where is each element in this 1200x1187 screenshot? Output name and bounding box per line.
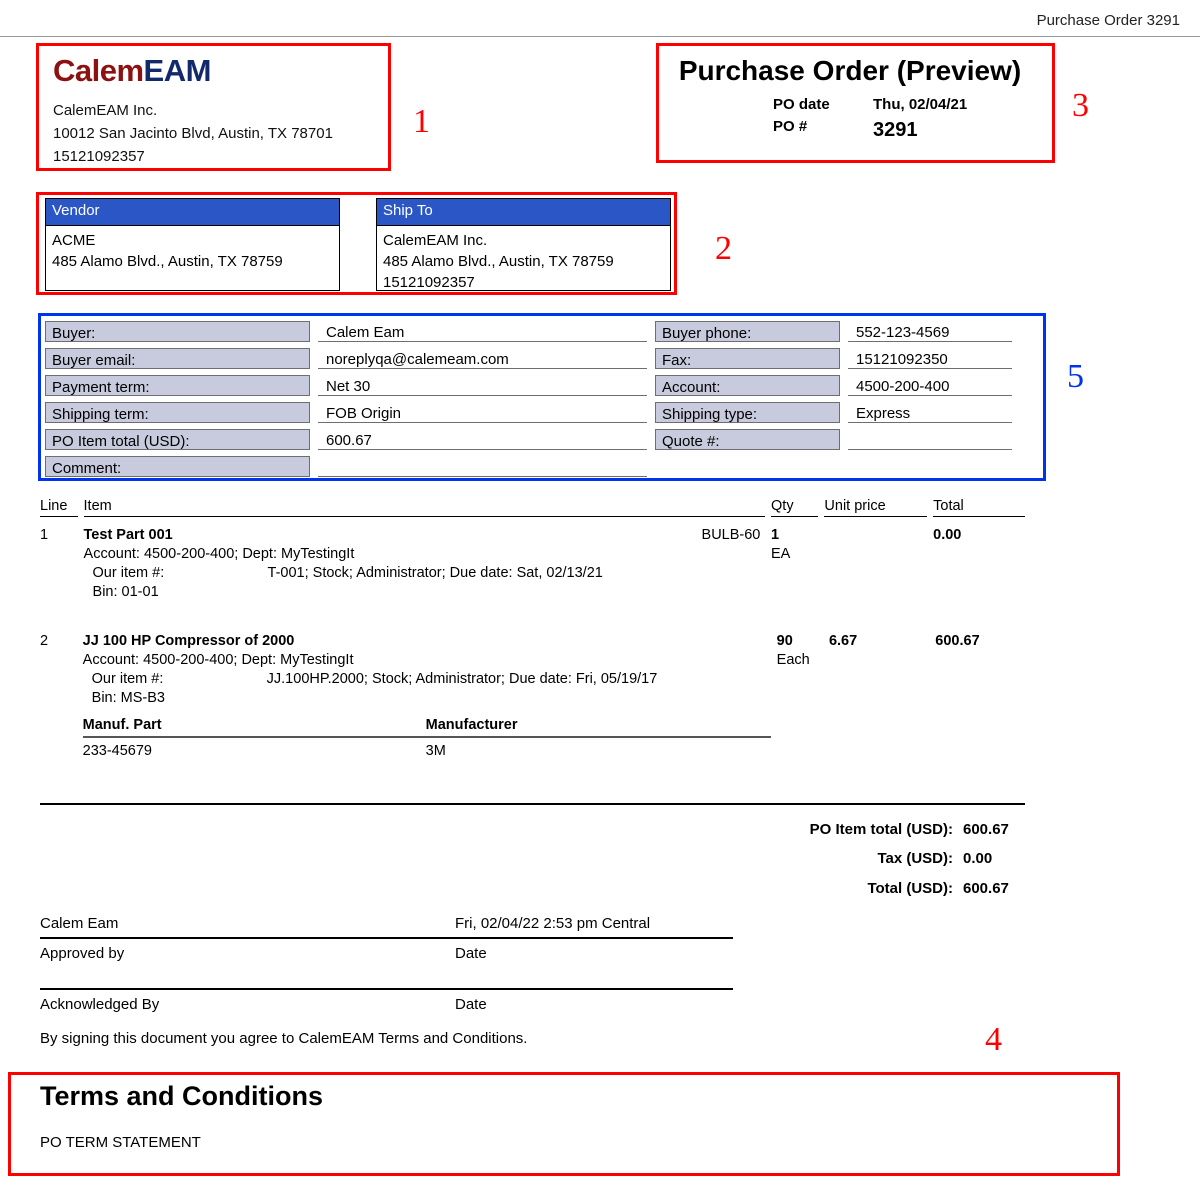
annotation-number-1: 1 <box>413 103 430 140</box>
approved-by-label: Approved by <box>40 945 125 962</box>
totals-label-po-item-total: PO Item total (USD): <box>809 821 953 838</box>
field-value-account[interactable]: 4500-200-400 <box>848 375 1012 396</box>
line-items-table <box>40 498 1025 759</box>
po-date-value: Thu, 02/04/21 <box>873 96 968 114</box>
line-items-header-row <box>40 498 1025 517</box>
field-label-buyer: Buyer: <box>45 321 310 342</box>
terms-and-conditions-block <box>40 1080 1100 1151</box>
field-value-po-item-total[interactable]: 600.67 <box>318 429 647 450</box>
approval-signature-labels <box>40 943 733 964</box>
approved-date: Fri, 02/04/22 2:53 pm Central <box>455 915 651 932</box>
field-label-fax: Fax: <box>655 348 840 369</box>
field-value-shipping-term[interactable]: FOB Origin <box>318 402 647 423</box>
table-row <box>40 633 1025 759</box>
approved-date-label: Date <box>455 945 487 962</box>
manufacturer-subtable <box>83 717 771 759</box>
totals-divider <box>40 803 1025 805</box>
column-header-manuf-part: Manuf. Part <box>82 717 162 733</box>
vendor-box <box>45 198 340 291</box>
row-1-total: 0.00 <box>933 527 962 543</box>
column-header-total: Total <box>933 498 1025 517</box>
field-value-buyer[interactable]: Calem Eam <box>318 321 647 342</box>
page-running-header <box>0 0 1200 37</box>
po-date-label: PO date <box>773 96 830 114</box>
totals-row-total <box>620 874 1025 903</box>
annotation-number-3: 3 <box>1072 87 1089 124</box>
field-label-buyer-phone: Buyer phone: <box>655 321 840 342</box>
column-header-line: Line <box>40 498 78 517</box>
row-2-qty-cell <box>777 633 823 759</box>
purchase-order-header-block <box>665 55 1035 144</box>
field-label-payment-term: Payment term: <box>45 375 310 396</box>
totals-label-tax: Tax (USD): <box>877 850 953 868</box>
field-label-comment: Comment: <box>45 456 310 477</box>
vendor-line-1: ACME <box>52 231 96 249</box>
totals-value-tax: 0.00 <box>963 850 993 868</box>
row-2-our-item <box>83 671 771 687</box>
column-header-unit-price: Unit price <box>824 498 927 517</box>
row-1-our-item <box>84 565 765 581</box>
annotation-number-2: 2 <box>715 230 732 267</box>
row-1-qty-cell <box>771 527 818 600</box>
vendor-line-2: 485 Alamo Blvd., Austin, TX 78759 <box>52 253 283 271</box>
row-2-item-details <box>83 633 771 759</box>
row-2-our-item-label: Our item #: <box>91 671 164 687</box>
row-2-bin: Bin: MS-B3 <box>91 690 165 706</box>
field-value-comment[interactable] <box>318 456 647 477</box>
company-phone: 15121092357 <box>53 148 145 166</box>
totals-value-po-item-total: 600.67 <box>963 821 1009 838</box>
purchase-order-meta <box>665 95 1035 144</box>
approval-signature-line <box>40 937 733 939</box>
manuf-part-value: 233-45679 <box>82 743 152 759</box>
ship-to-line-3: 15121092357 <box>383 274 475 292</box>
manufacturer-subtable-row <box>83 738 771 759</box>
field-label-po-item-total: PO Item total (USD): <box>45 429 310 450</box>
field-value-fax[interactable]: 15121092350 <box>848 348 1012 369</box>
row-1-our-item-value: T-001; Stock; Administrator; Due date: Sat, 02/13/21 <box>267 565 603 581</box>
field-label-account: Account: <box>655 375 840 396</box>
totals-block <box>620 815 1025 903</box>
row-1-qty: 1 <box>771 527 780 543</box>
approved-name: Calem Eam <box>40 915 119 932</box>
terms-body: PO TERM STATEMENT <box>40 1134 201 1152</box>
field-value-payment-term[interactable]: Net 30 <box>318 375 647 396</box>
annotation-number-4: 4 <box>985 1021 1002 1058</box>
field-label-buyer-email: Buyer email: <box>45 348 310 369</box>
row-2-unit-price: 6.67 <box>828 633 858 649</box>
acknowledge-signature-labels <box>40 994 733 1015</box>
row-1-item-details <box>84 527 765 600</box>
calemeam-logo <box>53 55 383 88</box>
field-label-shipping-type: Shipping type: <box>655 402 840 423</box>
ship-to-line-1: CalemEAM Inc. <box>383 231 488 249</box>
row-1-account-dept: Account: 4500-200-400; Dept: MyTestingIt <box>83 546 355 562</box>
po-date-row <box>773 95 1035 115</box>
row-2-qty: 90 <box>776 633 793 649</box>
ship-to-body <box>377 226 670 300</box>
row-1-bin: Bin: 01-01 <box>92 584 159 600</box>
row-2-uom: Each <box>776 652 810 668</box>
logo-text-calem: Calem <box>53 53 144 88</box>
totals-label-total: Total (USD): <box>867 879 953 897</box>
acknowledged-by-label: Acknowledged By <box>40 996 160 1013</box>
acknowledge-signature-block <box>40 985 733 1047</box>
field-value-buyer-phone[interactable]: 552-123-4569 <box>848 321 1012 342</box>
purchase-order-title: Purchase Order (Preview) <box>678 55 1022 86</box>
signature-agreement-note: By signing this document you agree to CalemEAM Terms and Conditions. <box>40 1030 528 1047</box>
po-number-label: PO # <box>773 118 808 136</box>
annotation-number-5: 5 <box>1067 358 1084 395</box>
field-label-quote-number: Quote #: <box>655 429 840 450</box>
company-info-block <box>53 55 383 168</box>
po-number-value: 3291 <box>873 119 918 142</box>
manufacturer-subtable-header <box>83 717 771 738</box>
totals-row-po-item-total <box>620 815 1025 844</box>
po-details-form <box>45 318 1020 480</box>
ship-to-line-2: 485 Alamo Blvd., Austin, TX 78759 <box>383 253 614 271</box>
form-spacer-right <box>840 453 1020 480</box>
ship-to-heading: Ship To <box>377 199 670 226</box>
page-header-title: Purchase Order 3291 <box>1036 12 1180 29</box>
ship-to-box <box>376 198 671 291</box>
vendor-body <box>46 226 339 279</box>
logo-text-eam: EAM <box>143 53 211 88</box>
row-2-total: 600.67 <box>935 633 980 649</box>
row-2-account-dept: Account: 4500-200-400; Dept: MyTestingIt <box>82 652 354 668</box>
field-label-shipping-term: Shipping term: <box>45 402 310 423</box>
column-header-manufacturer: Manufacturer <box>425 717 518 733</box>
terms-title: Terms and Conditions <box>40 1081 324 1111</box>
approval-signature-values <box>40 913 733 934</box>
row-1-item-name: Test Part 001 <box>83 527 173 543</box>
company-address: 10012 San Jacinto Blvd, Austin, TX 78701 <box>53 124 333 142</box>
row-2-line-number: 2 <box>40 633 49 649</box>
form-spacer-left <box>655 453 840 480</box>
column-header-item: Item <box>84 498 765 517</box>
acknowledged-date-label: Date <box>455 996 487 1013</box>
vendor-heading: Vendor <box>46 199 339 226</box>
row-2-item-name: JJ 100 HP Compressor of 2000 <box>82 633 295 649</box>
field-value-quote-number[interactable] <box>848 429 1012 450</box>
row-1-line-number: 1 <box>40 527 49 543</box>
row-2-our-item-value: JJ.100HP.2000; Stock; Administrator; Due date: Fri, 05/19/17 <box>266 671 658 687</box>
row-1-unit-price <box>824 527 927 600</box>
approval-signature-block <box>40 913 733 964</box>
acknowledge-signature-line <box>40 988 733 990</box>
company-name: CalemEAM Inc. <box>53 101 158 119</box>
po-number-row <box>773 117 1035 144</box>
page-header-divider <box>0 36 1200 37</box>
column-header-qty: Qty <box>771 498 818 517</box>
field-value-buyer-email[interactable]: noreplyqa@calemeam.com <box>318 348 647 369</box>
totals-row-tax <box>620 844 1025 873</box>
row-1-uom: EA <box>771 546 791 562</box>
field-value-shipping-type[interactable]: Express <box>848 402 1012 423</box>
row-1-part-number: BULB-60 <box>701 527 761 543</box>
manufacturer-value: 3M <box>425 743 446 759</box>
totals-value-total: 600.67 <box>963 879 1009 897</box>
table-row <box>40 527 1025 600</box>
row-1-our-item-label: Our item #: <box>92 565 165 581</box>
